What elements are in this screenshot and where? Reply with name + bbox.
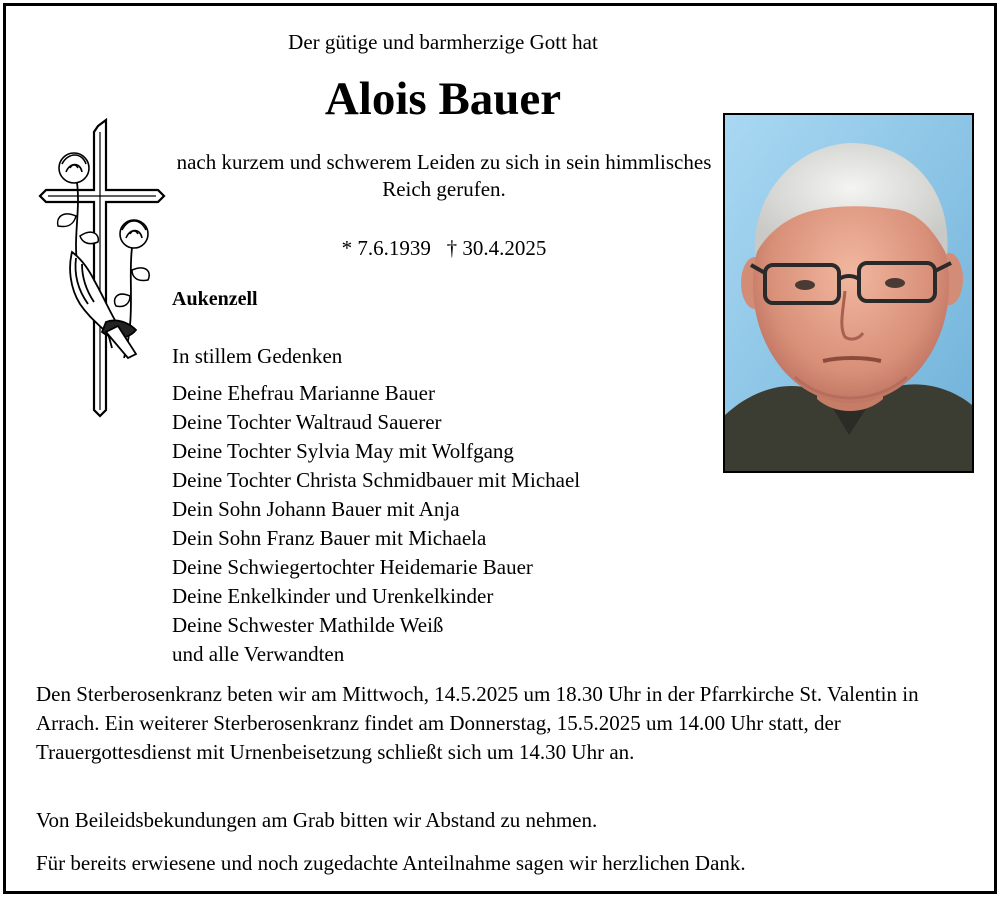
called-home-text: nach kurzem und schwerem Leiden zu sich in sein himmlisches Reich gerufen.	[176, 150, 712, 201]
mourner-item: Dein Sohn Johann Bauer mit Anja	[172, 497, 460, 521]
mourner-item: und alle Verwandten	[172, 642, 345, 666]
mourner-item: Deine Tochter Sylvia May mit Wolfgang	[172, 439, 514, 463]
mourners-list	[172, 379, 580, 669]
deceased-name: Alois Bauer	[324, 73, 562, 125]
cross-roses-praying-hands-icon	[32, 118, 168, 418]
condolence-request-paragraph: Von Beileidsbekundungen am Grab bitten wir Abstand zu nehmen.	[36, 808, 598, 832]
portrait-photo	[723, 113, 974, 473]
mourner-item: Deine Tochter Christa Schmidbauer mit Michael	[172, 468, 581, 492]
life-dates: * 7.6.1939 † 30.4.2025	[341, 236, 547, 260]
mourner-item: Deine Ehefrau Marianne Bauer	[172, 381, 435, 405]
place-name: Aukenzell	[172, 288, 258, 310]
mourner-item: Deine Tochter Waltraud Sauerer	[172, 410, 442, 434]
in-memory-heading: In stillem Gedenken	[172, 344, 343, 368]
rosary-service-paragraph: Den Sterberosenkranz beten wir am Mittwoch, 14.5.2025 um 18.30 Uhr in der Pfarrkirche St. Valentin in Arrach. Ein weiterer Sterberosenkranz findet am Donnerstag, 15.5.2025 um 14.00 Uhr statt, der Trauergottesdienst mit Urnenbeisetzung schließt sich um 14.30 Uhr an.	[36, 682, 919, 764]
mourner-item: Deine Enkelkinder und Urenkelkinder	[172, 584, 494, 608]
mourner-item: Deine Schwiegertochter Heidemarie Bauer	[172, 555, 533, 579]
mourner-item: Dein Sohn Franz Bauer mit Michaela	[172, 526, 487, 550]
mourner-item: Deine Schwester Mathilde Weiß	[172, 613, 444, 637]
obituary-card	[3, 3, 997, 894]
thanks-paragraph: Für bereits erwiesene und noch zugedachte Anteilnahme sagen wir herzlichen Dank.	[36, 851, 746, 875]
intro-line: Der gütige und barmherzige Gott hat	[288, 30, 598, 54]
